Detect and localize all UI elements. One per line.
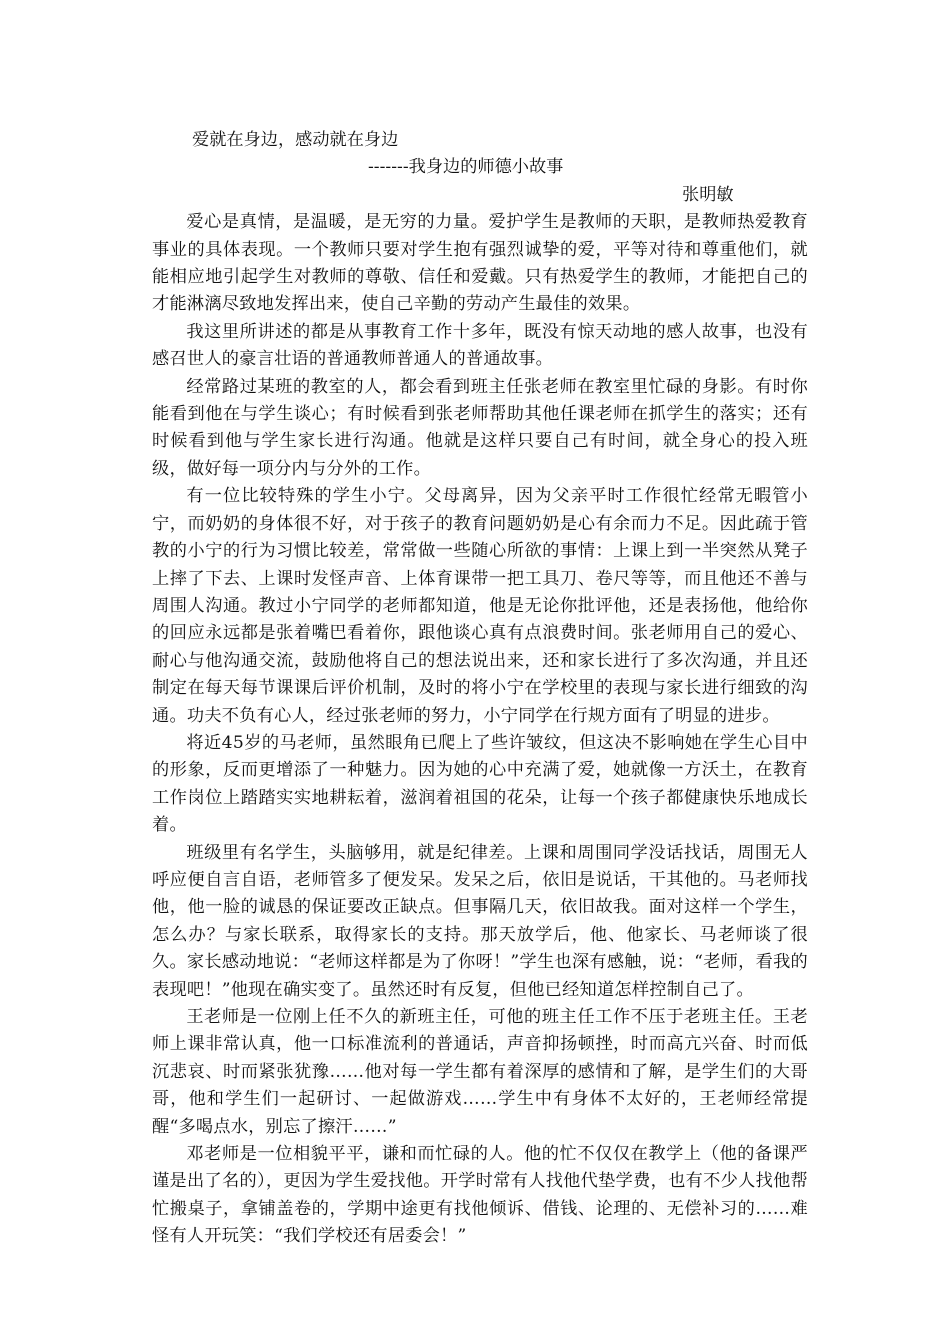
document-body bbox=[152, 127, 808, 1251]
paragraph-5: 将近45岁的马老师，虽然眼角已爬上了些许皱纹，但这决不影响她在学生心目中的形象，反而更增添了一种魅力。因为她的心中充满了爱，她就像一方沃土，在教育工作岗位上踏踏实实地耕耘着，滋润着祖国的花朵，让每一个孩子都健康快乐地成长着。 bbox=[152, 732, 808, 836]
paragraph-1: 爱心是真情，是温暖，是无穷的力量。爱护学生是教师的天职，是教师热爱教育事业的具体表现。一个教师只要对学生抱有强烈诚挚的爱，平等对待和尊重他们，就能相应地引起学生对教师的尊敬、信任和爱戴。只有热爱学生的教师，才能把自己的才能淋漓尽致地发挥出来，使自己辛勤的劳动产生最佳的效果。 bbox=[152, 212, 808, 315]
author-name: 张明敏 bbox=[682, 184, 734, 205]
paragraph-4: 有一位比较特殊的学生小宁。父母离异，因为父亲平时工作很忙经常无暇管小宁，而奶奶的身体很不好，对于孩子的教育问题奶奶是心有余而力不足。因此疏于管教的小宁的行为习惯比较差，常常做一些随心所欲的事情：上课上到一半突然从凳子上摔了下去、上课时发怪声音、上体育课带一把工具刀、卷尺等等，而且他还不善与周围人沟通。教过小宁同学的老师都知道，他是无论你批评他，还是表扬他，他给你的回应永远都是张着嘴巴看着你，跟他谈心真有点浪费时间。张老师用自己的爱心、耐心与他沟通交流，鼓励他将自己的想法说出来，还和家长进行了多次沟通，并且还制定在每天每节课课后评价机制，及时的将小宁在学校里的表现与家长进行细致的沟通。功夫不负有心人，经过张老师的努力，小宁同学在行规方面有了明显的进步。 bbox=[152, 486, 808, 726]
paragraph-2: 我这里所讲述的都是从事教育工作十多年，既没有惊天动地的感人故事，也没有感召世人的豪言壮语的普通教师普通人的普通故事。 bbox=[152, 321, 808, 370]
document-title: 爱就在身边，感动就在身边 bbox=[192, 130, 399, 150]
paragraph-7: 王老师是一位刚上任不久的新班主任，可他的班主任工作不压于老班主任。王老师上课非常认真，他一口标准流利的普通话，声音抑扬顿挫，时而高亢兴奋、时而低沉悲哀、时而紧张犹豫……他对每一学生都有着深厚的感情和了解，是学生们的大哥哥，他和学生们一起研讨、一起做游戏……学生中有身体不太好的，王老师经常提醒“多喝点水，别忘了擦汗……” bbox=[152, 1007, 808, 1137]
paragraph-6: 班级里有名学生，头脑够用，就是纪律差。上课和周围同学没话找话，周围无人呼应便自言自语，老师管多了便发呆。发呆之后，依旧是说话，干其他的。马老师找他，他一脸的诚恳的保证要改正缺点。但事隔几天，依旧故我。面对这样一个学生，怎么办？与家长联系，取得家长的支持。那天放学后，他、他家长、马老师谈了很久。家长感动地说：“老师这样都是为了你呀！”学生也深有感触，说：“老师，看我的表现吧！”他现在确实变了。虽然还时有反复，但他已经知道怎样控制自己了。 bbox=[152, 842, 808, 1000]
paragraph-8: 邓老师是一位相貌平平，谦和而忙碌的人。他的忙不仅仅在教学上（他的备课严谨是出了名的），更因为学生爱找他。开学时常有人找他代垫学费，也有不少人找他帮忙搬桌子，拿铺盖卷的，学期中途更有找他倾诉、借钱、论理的、无偿补习的……难怪有人开玩笑：“我们学校还有居委会！” bbox=[152, 1144, 808, 1247]
paragraph-3: 经常路过某班的教室的人，都会看到班主任张老师在教室里忙碌的身影。有时你能看到他在与学生谈心；有时候看到张老师帮助其他任课老师在抓学生的落实；还有时候看到他与学生家长进行沟通。他就是这样只要自己有时间，就全身心的投入班级，做好每一项分内与分外的工作。 bbox=[152, 376, 808, 479]
document-subtitle: -------我身边的师德小故事 bbox=[368, 157, 564, 178]
